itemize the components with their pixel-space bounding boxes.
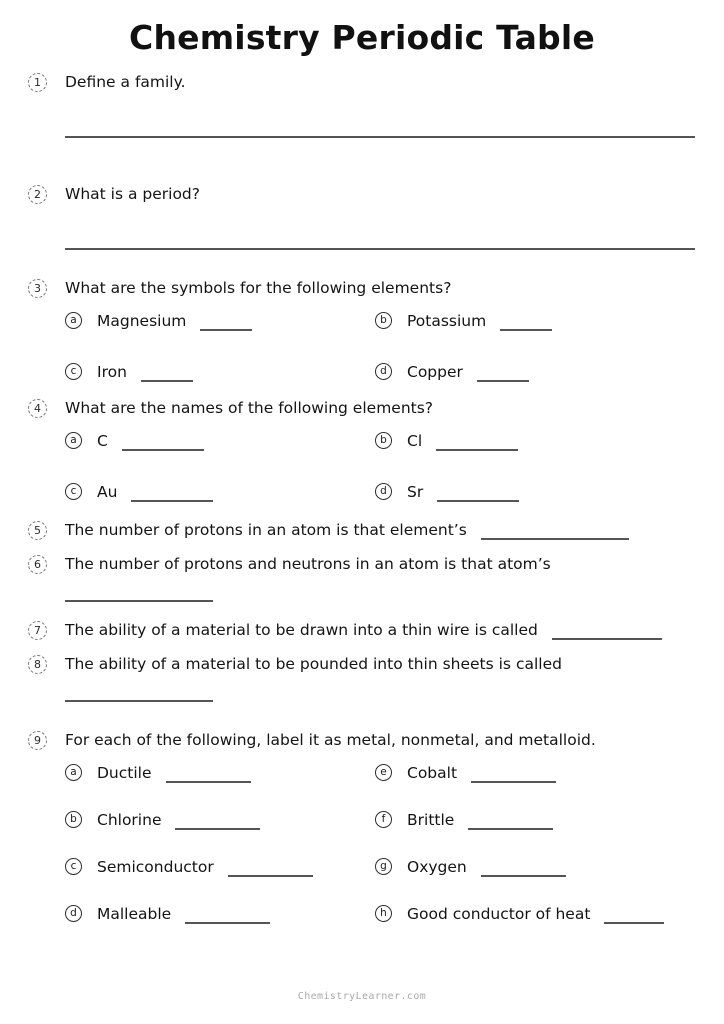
question-row [0, 654, 724, 674]
subitem-letter-badge: c [65, 483, 82, 500]
question-block [0, 398, 724, 502]
answer-blank[interactable] [481, 538, 629, 540]
question-prompt: What are the symbols for the following elements? [65, 278, 452, 297]
answer-blank[interactable] [65, 600, 213, 602]
question-row [0, 72, 724, 92]
question-text [65, 72, 695, 92]
footer-watermark: ChemistryLearner.com [297, 991, 427, 1002]
question-block [0, 184, 724, 250]
subitem [375, 764, 704, 783]
answer-rule[interactable] [65, 136, 695, 138]
subitem-blank[interactable] [437, 500, 519, 502]
subitem-label: Cobalt [407, 763, 458, 782]
question-number-badge: 6 [28, 555, 47, 574]
question-number-badge: 8 [28, 655, 47, 674]
question-text [65, 620, 695, 640]
question-row [0, 730, 724, 750]
subitem-grid [65, 312, 704, 382]
question-prompt: For each of the following, label it as metal, nonmetal, and metalloid. [65, 730, 596, 749]
question-row [0, 184, 724, 204]
subitem-label: Copper [407, 362, 463, 381]
subitem-label: Sr [407, 482, 424, 501]
question-block [0, 730, 724, 924]
subitem [65, 363, 375, 382]
answer-blank[interactable] [65, 700, 213, 702]
question-number-badge: 5 [28, 521, 47, 540]
subitem-letter-badge: g [375, 858, 392, 875]
subitem-letter-badge: c [65, 363, 82, 380]
answer-space [0, 92, 724, 136]
subitem-letter-badge: e [375, 764, 392, 781]
subitem-letter-badge: d [65, 905, 82, 922]
subitem-blank[interactable] [131, 500, 213, 502]
question-number-badge: 1 [28, 73, 47, 92]
subitem [65, 905, 375, 924]
answer-space [0, 574, 724, 600]
subitem-blank[interactable] [500, 329, 552, 331]
question-list [0, 72, 724, 924]
question-text [65, 730, 695, 750]
subitem-label: Semiconductor [97, 857, 214, 876]
question-number-badge: 4 [28, 399, 47, 418]
subitem [65, 312, 375, 331]
subitem-letter-badge: b [375, 312, 392, 329]
subitem [375, 811, 704, 830]
subitem-blank[interactable] [185, 922, 270, 924]
subitem-letter-badge: h [375, 905, 392, 922]
subitem-letter-badge: a [65, 312, 82, 329]
subitem-grid [65, 764, 704, 924]
subitem [65, 858, 375, 877]
question-row [0, 278, 724, 298]
question-prompt: What are the names of the following elements? [65, 398, 434, 417]
question-prompt: The ability of a material to be pounded into thin sheets is called [65, 654, 562, 673]
question-number-badge: 2 [28, 185, 47, 204]
subitem-label: Chlorine [97, 810, 162, 829]
question-prompt: The ability of a material to be drawn into a thin wire is called [65, 620, 538, 639]
question-block [0, 520, 724, 540]
answer-space [0, 204, 724, 248]
subitem-letter-badge: b [65, 811, 82, 828]
subitem-blank[interactable] [141, 380, 193, 382]
subitem-blank[interactable] [481, 875, 566, 877]
subitem-blank[interactable] [477, 380, 529, 382]
question-prompt: The number of protons in an atom is that element’s [65, 520, 467, 539]
subitem-blank[interactable] [604, 922, 664, 924]
subitem-label: Magnesium [97, 311, 187, 330]
question-block [0, 654, 724, 702]
subitem-label: Oxygen [407, 857, 467, 876]
question-row [0, 398, 724, 418]
subitem-label: Ductile [97, 763, 152, 782]
answer-blank[interactable] [552, 638, 662, 640]
subitem-blank[interactable] [166, 781, 251, 783]
question-row [0, 520, 724, 540]
subitem-label: Brittle [407, 810, 455, 829]
question-block [0, 278, 724, 382]
subitem-letter-badge: f [375, 811, 392, 828]
subitem-letter-badge: d [375, 483, 392, 500]
question-text [65, 398, 695, 418]
question-text [65, 184, 695, 204]
question-text [65, 554, 695, 574]
subitem-blank[interactable] [175, 828, 260, 830]
subitem [65, 483, 375, 502]
question-number-badge: 7 [28, 621, 47, 640]
question-prompt: The number of protons and neutrons in an atom is that atom’s [65, 554, 551, 573]
question-row [0, 554, 724, 574]
subitem [375, 363, 704, 382]
subitem-blank[interactable] [468, 828, 553, 830]
question-block [0, 72, 724, 138]
subitem [375, 432, 704, 451]
question-number-badge: 9 [28, 731, 47, 750]
question-prompt: What is a period? [65, 184, 200, 203]
question-number-badge: 3 [28, 279, 47, 298]
subitem-letter-badge: c [65, 858, 82, 875]
subitem-label: C [97, 431, 108, 450]
subitem-letter-badge: a [65, 764, 82, 781]
page-title: Chemistry Periodic Table [129, 18, 595, 57]
subitem-letter-badge: a [65, 432, 82, 449]
question-block [0, 620, 724, 640]
question-text [65, 278, 695, 298]
subitem-label: Malleable [97, 904, 172, 923]
subitem-blank[interactable] [200, 329, 252, 331]
subitem-label: Potassium [407, 311, 487, 330]
subitem-letter-badge: d [375, 363, 392, 380]
subitem [375, 858, 704, 877]
subitem-letter-badge: b [375, 432, 392, 449]
question-prompt: Define a family. [65, 72, 186, 91]
subitem [375, 483, 704, 502]
subitem-label: Iron [97, 362, 127, 381]
question-row [0, 620, 724, 640]
subitem-label: Au [97, 482, 118, 501]
subitem-blank[interactable] [122, 449, 204, 451]
subitem-label: Good conductor of heat [407, 904, 591, 923]
question-text [65, 520, 695, 540]
subitem [375, 905, 704, 924]
subitem-grid [65, 432, 704, 502]
subitem [65, 432, 375, 451]
subitem-blank[interactable] [228, 875, 313, 877]
question-text [65, 654, 695, 674]
subitem-blank[interactable] [471, 781, 556, 783]
answer-space [0, 674, 724, 700]
subitem [65, 811, 375, 830]
subitem [375, 312, 704, 331]
answer-rule[interactable] [65, 248, 695, 250]
subitem [65, 764, 375, 783]
subitem-blank[interactable] [436, 449, 518, 451]
subitem-label: Cl [407, 431, 423, 450]
question-block [0, 554, 724, 602]
